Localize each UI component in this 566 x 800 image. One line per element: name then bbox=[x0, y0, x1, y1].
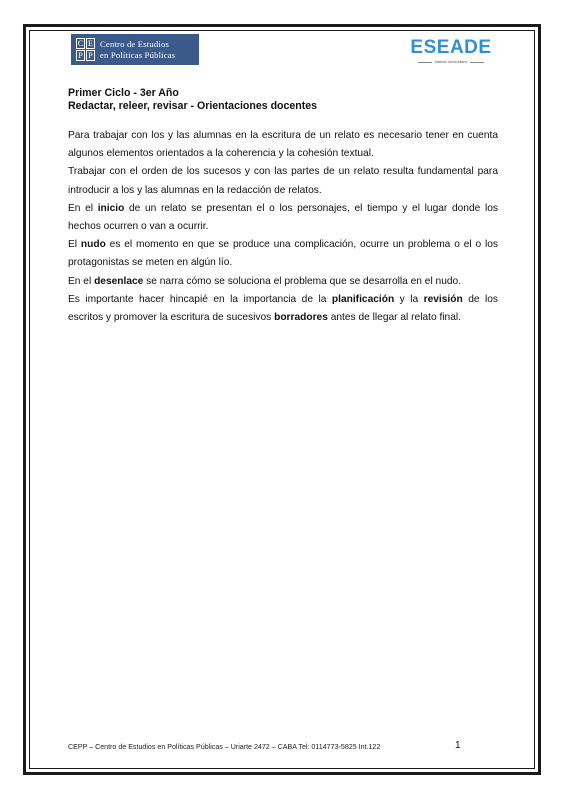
heading-title: Redactar, releer, revisar - Orientaciones docentes bbox=[68, 100, 318, 112]
text-segment: y la bbox=[394, 293, 424, 305]
cepp-letter: P bbox=[86, 50, 95, 61]
cepp-letter: E bbox=[86, 38, 95, 49]
text-segment: es el momento en que se produce una complicación, ocurre un problema o el o los protagonistas se meten en algún lío. bbox=[68, 239, 498, 269]
paragraph-order: Trabajar con el orden de los sucesos y con las partes de un relato resulta fundamental para introducir a los y las alumnas en la redacción de relatos. bbox=[68, 166, 498, 196]
term-borradores: borradores bbox=[274, 312, 328, 324]
paragraph-inicio bbox=[68, 200, 498, 236]
eseade-wordmark: ESEADE bbox=[410, 37, 492, 58]
cepp-letter: P bbox=[76, 50, 85, 61]
cepp-name-line1: Centro de Estudios bbox=[100, 38, 170, 49]
text-segment: de los escritos y promover la escritura de sucesivos bbox=[68, 293, 499, 324]
document-heading bbox=[68, 87, 508, 113]
eseade-rule-right bbox=[470, 62, 484, 63]
eseade-tagline-row bbox=[406, 60, 496, 65]
text-segment: se narra cómo se soluciona el problema que se desarrolla en el nudo. bbox=[143, 275, 462, 287]
document-body bbox=[68, 127, 498, 327]
paragraph-intro: Para trabajar con los y las alumnas en la escritura de un relato es necesario tener en cuenta algunos elementos orientados a la coherencia y la cohesión textual. bbox=[68, 130, 498, 160]
term-inicio: inicio bbox=[97, 202, 125, 214]
text-segment: Es importante hacer hincapié en la importancia de la bbox=[68, 293, 332, 305]
paragraph-nudo bbox=[68, 236, 498, 272]
term-nudo: nudo bbox=[80, 239, 106, 251]
cepp-name-line2: en Políticas Públicas bbox=[100, 49, 176, 60]
text-segment: En el bbox=[68, 202, 98, 214]
text-segment: En el bbox=[68, 275, 95, 287]
eseade-logo bbox=[406, 38, 496, 68]
term-planificacion: planificación bbox=[331, 293, 395, 305]
cepp-monogram bbox=[76, 38, 95, 61]
eseade-tagline: Instituto Universitario bbox=[434, 60, 468, 64]
paragraph-desenlace bbox=[68, 273, 498, 291]
cepp-letter: C bbox=[77, 39, 84, 48]
cepp-logo bbox=[71, 34, 199, 65]
heading-cycle: Primer Ciclo - 3er Año bbox=[68, 87, 179, 99]
paragraph-planning bbox=[68, 291, 498, 327]
text-segment: de un relato se presentan el o los personajes, el tiempo y el lugar donde los hechos ocurren o van a ocurrir. bbox=[68, 202, 498, 233]
cepp-name bbox=[100, 39, 175, 61]
term-desenlace: desenlace bbox=[94, 275, 144, 287]
text-segment: El bbox=[68, 239, 81, 251]
footer-address: CEPP – Centro de Estudios en Políticas Públicas – Uriarte 2472 – CABA Tel: 0114773-5825 Int.122 bbox=[68, 743, 381, 751]
page-number: 1 bbox=[455, 740, 461, 751]
text-segment: antes de llegar al relato final. bbox=[327, 312, 461, 324]
eseade-rule-left bbox=[418, 62, 432, 63]
term-revision: revisión bbox=[423, 293, 463, 305]
